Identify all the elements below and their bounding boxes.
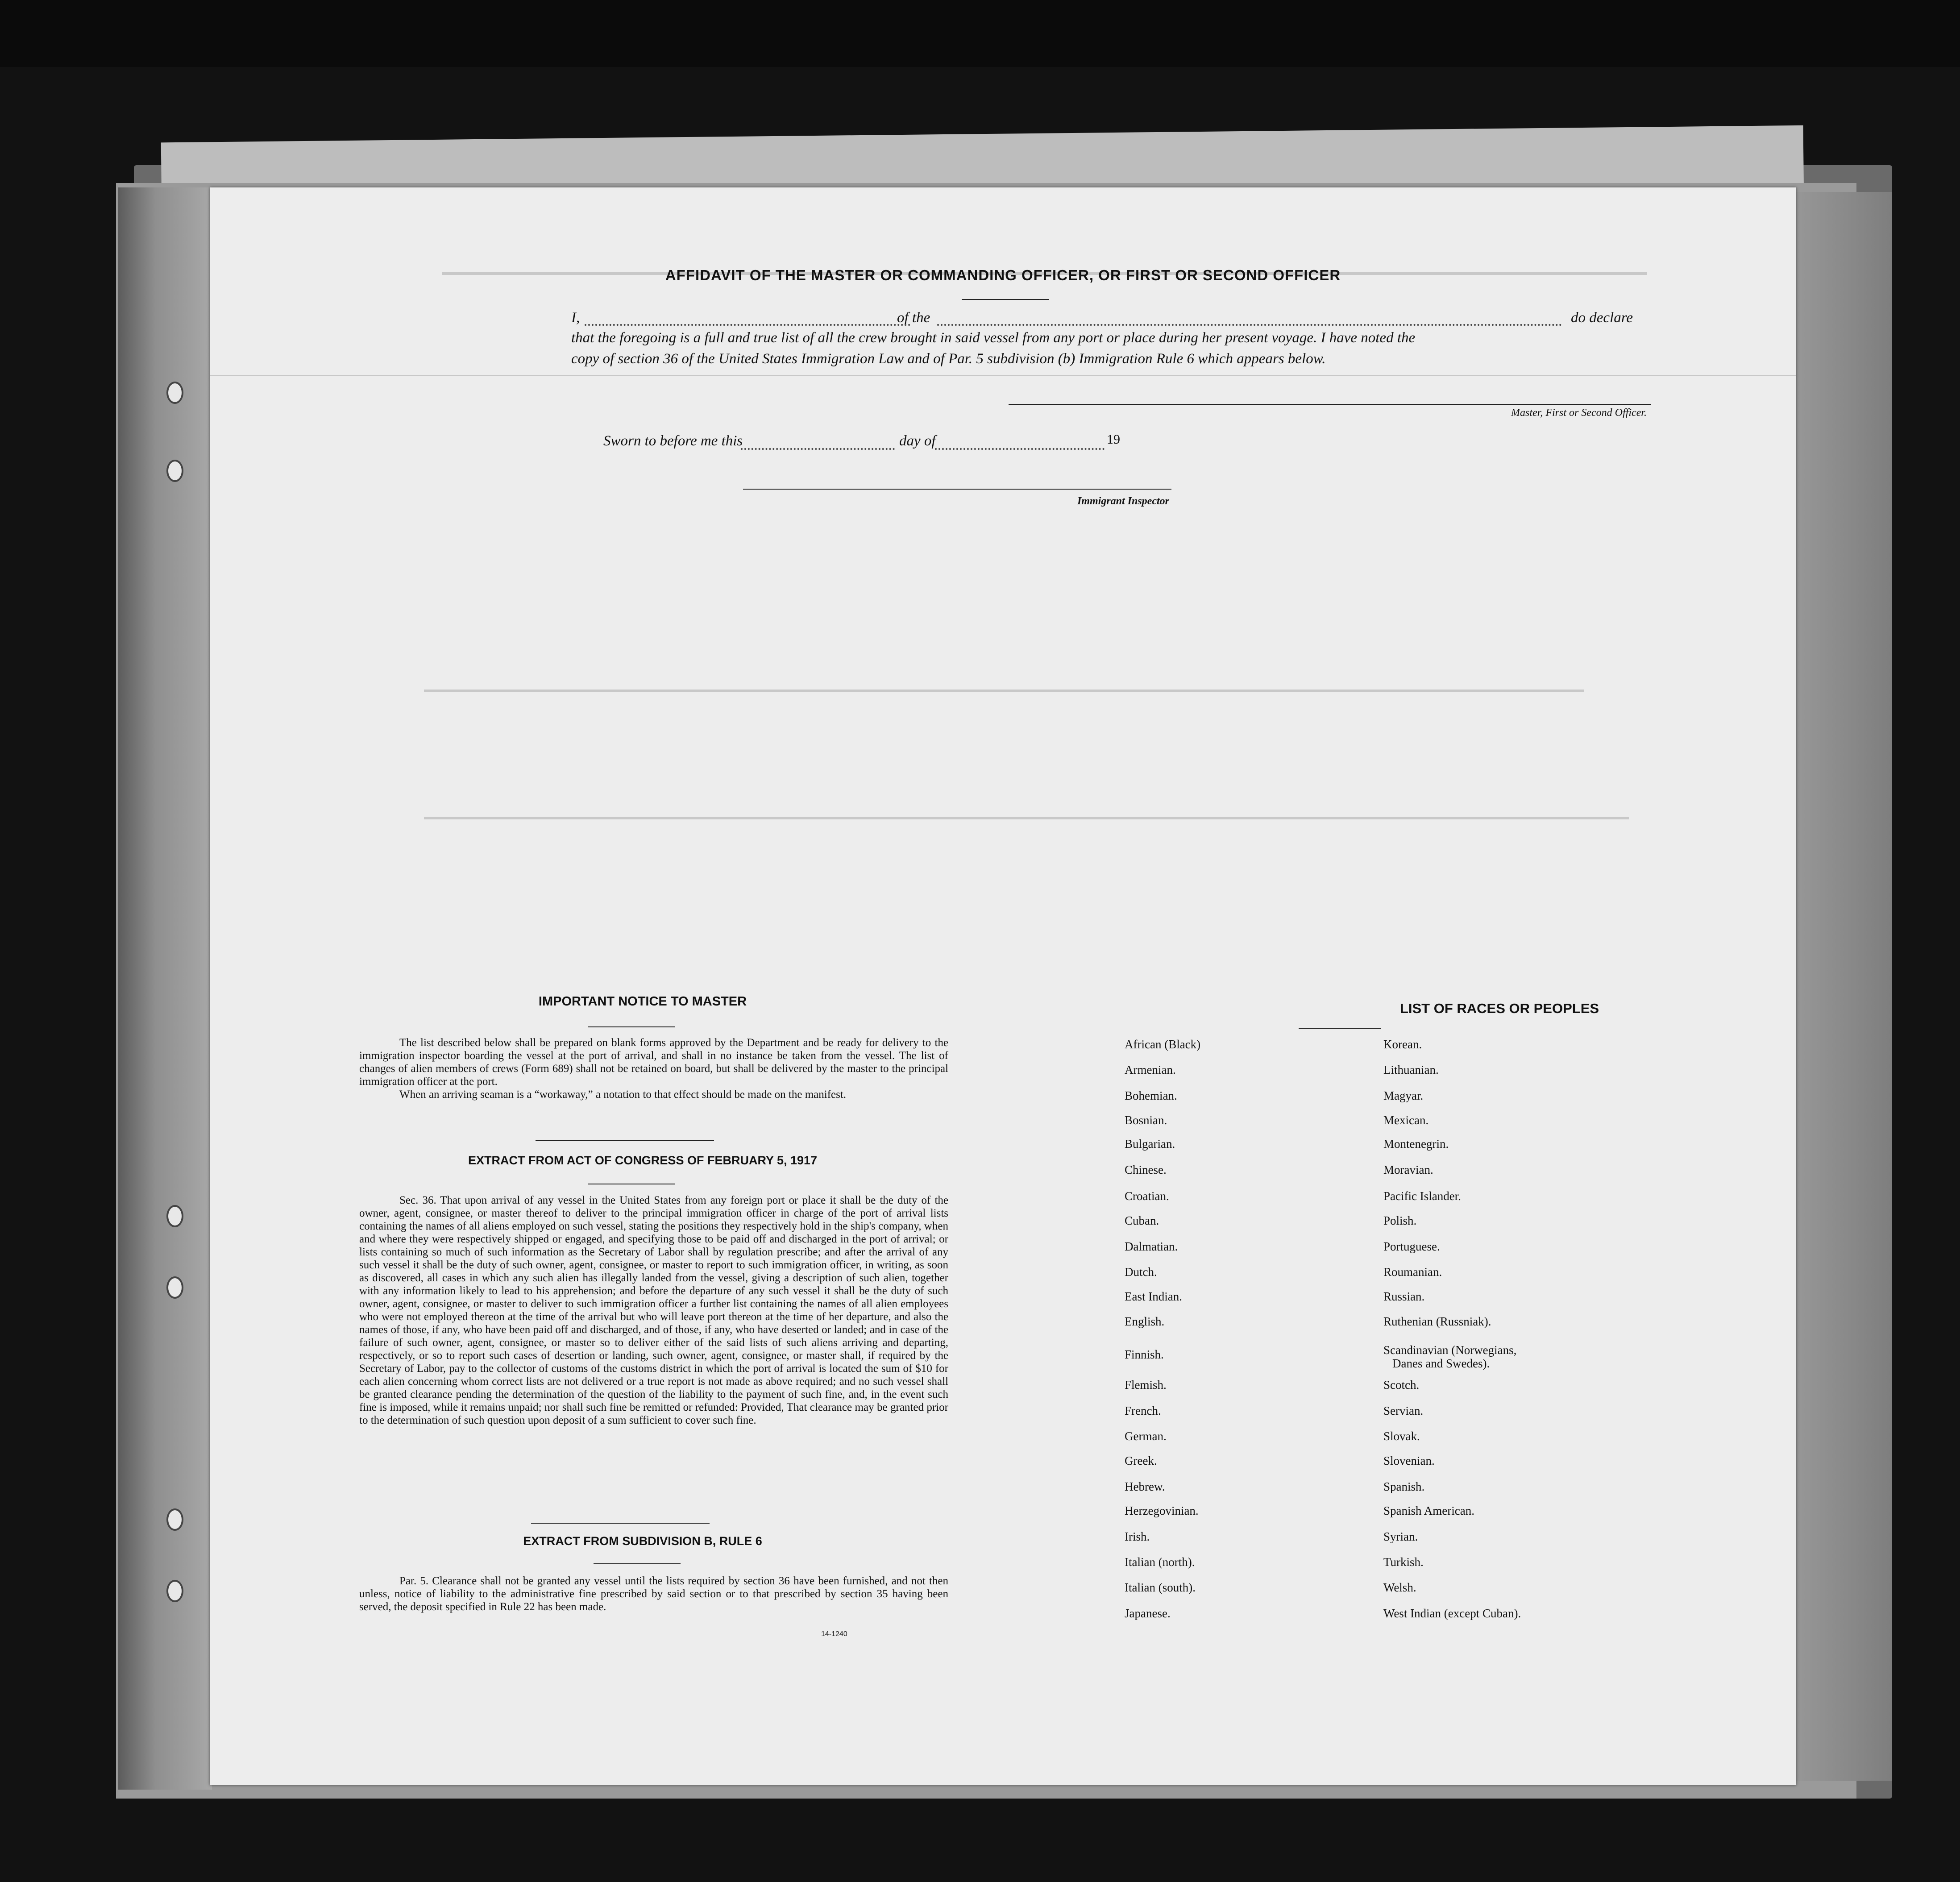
film-border <box>0 0 1960 67</box>
affidavit-i-label: I, <box>571 310 580 326</box>
affidavit-title: AFFIDAVIT OF THE MASTER OR COMMANDING OFFICER, OR FIRST OR SECOND OFFICER <box>665 267 1341 283</box>
signature-caption: Master, First or Second Officer. <box>1511 407 1647 419</box>
race-item: Italian (north). <box>1125 1555 1195 1569</box>
race-item: Korean. <box>1383 1038 1422 1051</box>
race-item: Greek. <box>1125 1454 1157 1467</box>
signature-line[interactable] <box>1009 404 1651 405</box>
race-item: Bosnian. <box>1125 1113 1167 1127</box>
race-item: African (Black) <box>1125 1038 1201 1051</box>
divider <box>962 299 1049 300</box>
affidavit-line-3: copy of section 36 of the United States Immigration Law and of Par. 5 subdivision (b) Immigration Rule 6 which appears below. <box>571 351 1326 367</box>
race-item: Scandinavian (Norwegians, <box>1383 1343 1517 1357</box>
races-title: LIST OF RACES OR PEOPLES <box>1399 1001 1599 1016</box>
affidavit-line-2: that the foregoing is a full and true list of all the crew brought in said vessel from any port or place during her present voyage. I have noted the <box>571 330 1416 346</box>
extract-1-title: EXTRACT FROM ACT OF CONGRESS OF FEBRUARY 5, 1917 <box>468 1154 818 1167</box>
race-item: Irish. <box>1125 1530 1150 1543</box>
race-item: Montenegrin. <box>1383 1137 1449 1151</box>
race-item: Turkish. <box>1383 1555 1424 1569</box>
race-item: Russian. <box>1383 1290 1425 1303</box>
race-item: Cuban. <box>1125 1214 1159 1227</box>
inspector-signature-line[interactable] <box>743 489 1171 490</box>
race-item: Ruthenian (Russniak). <box>1383 1315 1491 1328</box>
race-item: West Indian (except Cuban). <box>1383 1607 1521 1620</box>
race-item: Herzegovinian. <box>1125 1504 1199 1517</box>
race-item-continuation: Danes and Swedes). <box>1392 1357 1490 1370</box>
par-5-paragraph: Par. 5. Clearance shall not be granted any vessel until the lists required by section 36 have been furnished, and not then unless, notice of liability to the administrative fine prescribed by said section or to that prescribed by section 35 having been served, the deposit specified in Rule 22 has been made. <box>359 1575 948 1613</box>
divider <box>594 1563 681 1564</box>
binder-left-edge <box>118 187 212 1790</box>
race-item: Spanish. <box>1383 1480 1425 1493</box>
name-blank[interactable] <box>585 324 910 326</box>
race-item: Bohemian. <box>1125 1089 1177 1102</box>
race-item: Welsh. <box>1383 1581 1416 1594</box>
race-item: Armenian. <box>1125 1063 1176 1076</box>
divider <box>531 1523 710 1524</box>
form-number: 14-1240 <box>821 1630 847 1638</box>
race-item: German. <box>1125 1429 1167 1443</box>
punch-hole <box>166 382 183 404</box>
affidavit-declare-label: do declare <box>1571 310 1633 326</box>
race-item: Servian. <box>1383 1404 1424 1417</box>
extract-2-title: EXTRACT FROM SUBDIVISION B, RULE 6 <box>523 1534 762 1548</box>
document-sheet <box>210 187 1796 1785</box>
race-item: Hebrew. <box>1125 1480 1165 1493</box>
punch-hole <box>166 1205 183 1227</box>
sworn-year-label: 19 <box>1107 432 1120 447</box>
punch-hole <box>166 1508 183 1531</box>
race-item: Magyar. <box>1383 1089 1424 1102</box>
punch-hole <box>166 1580 183 1602</box>
section-36-paragraph: Sec. 36. That upon arrival of any vessel in the United States from any foreign port or place it shall be the duty of the owner, agent, consignee, or master thereof to deliver to the principal immigration officer in charge of the port of arrival lists containing the names of all aliens employed on such vessel, stating the positions they respectively hold in the ship's company, when and where they were respectively shipped or engaged, and specifying those to be paid off and discharged in the port of arrival; or lists containing so much of such information as the Secretary of Labor shall by regulation prescribe; and after the arrival of any such vessel it shall be the duty of such owner, agent, consignee, or master to report to such immigration officer, in writing, as soon as discovered, all cases in which any such alien has illegally landed from the vessel, giving a description of such alien, together with any information likely to lead to his apprehension; and before the departure of any such vessel it shall be the duty of such owner, agent, consignee, or master to deliver to such immigration officer a further list containing the names of all alien employees who were not employed thereon at the time of the arrival but who will leave port thereon at the time of her departure, and also the names of those, if any, who have been paid off and discharged, and of those, if any, who have deserted or landed; and in case of the failure of such owner, agent, consignee, or master so to deliver either of the said lists of such aliens arriving and departing, respectively, or so to report such cases of desertion or landing, such owner, agent, consignee, or master shall, if required by the Secretary of Labor, pay to the collector of customs of the customs district in which the port of arrival is located the sum of $10 for each alien concerning whom correct lists are not delivered or a true report is not made as above required; and no such vessel shall be granted clearance pending the determination of the question of the liability to the payment of such fine, and, in the event such fine is imposed, while it remains unpaid; nor shall such fine be remitted or refunded: Provided, That clearance may be granted prior to the determination of such question upon deposit of a sum sufficient to cover such fine. <box>359 1194 948 1426</box>
race-item: Polish. <box>1383 1214 1417 1227</box>
race-item: Scotch. <box>1383 1378 1420 1392</box>
divider <box>588 1026 675 1027</box>
race-item: Croatian. <box>1125 1189 1169 1203</box>
notice-paragraph-2: When an arriving seaman is a “workaway,” a notation to that effect should be made on the manifest. <box>399 1088 847 1101</box>
notice-text <box>359 1036 948 1101</box>
notice-paragraph-1: The list described below shall be prepared on blank forms approved by the Department and be ready for delivery to the immigration inspector boarding the vessel at the port of arrival, and shall in no instance be taken from the vessel. The list of changes of alien members of crews (Form 689) shall not be retained on board, but shall be delivered by the master to the principal immigration officer at the port. <box>359 1037 948 1088</box>
sworn-label: Sworn to before me this <box>603 433 743 449</box>
sworn-day-blank[interactable] <box>741 448 895 450</box>
section-36-text <box>359 1194 948 1427</box>
race-item: Slovak. <box>1383 1429 1420 1443</box>
race-item: Finnish. <box>1125 1348 1164 1361</box>
notice-title: IMPORTANT NOTICE TO MASTER <box>538 994 747 1009</box>
race-item: Mexican. <box>1383 1113 1429 1127</box>
race-item: Dutch. <box>1125 1265 1157 1279</box>
inspector-caption: Immigrant Inspector <box>1077 495 1169 507</box>
race-item: Chinese. <box>1125 1163 1167 1176</box>
race-item: Pacific Islander. <box>1383 1189 1461 1203</box>
vessel-blank[interactable] <box>937 324 1562 326</box>
punch-hole <box>166 460 183 482</box>
bleed-through <box>424 817 1629 819</box>
bleed-through <box>424 690 1584 692</box>
race-item: Syrian. <box>1383 1530 1418 1543</box>
race-item: Bulgarian. <box>1125 1137 1175 1151</box>
divider <box>1299 1028 1381 1029</box>
race-item: Dalmatian. <box>1125 1240 1178 1253</box>
sworn-month-blank[interactable] <box>935 448 1105 450</box>
divider <box>536 1140 714 1141</box>
race-item: English. <box>1125 1315 1165 1328</box>
race-item: Spanish American. <box>1383 1504 1474 1517</box>
race-item: French. <box>1125 1404 1161 1417</box>
race-item: Roumanian. <box>1383 1265 1442 1279</box>
race-item: Japanese. <box>1125 1607 1171 1620</box>
affidavit-of-label: of the <box>897 310 930 326</box>
race-item: Italian (south). <box>1125 1581 1196 1594</box>
punch-hole <box>166 1276 183 1299</box>
race-item: Lithuanian. <box>1383 1063 1439 1076</box>
par-5-text <box>359 1575 948 1613</box>
race-item: East Indian. <box>1125 1290 1182 1303</box>
race-item: Slovenian. <box>1383 1454 1435 1467</box>
race-item: Portuguese. <box>1383 1240 1440 1253</box>
bleed-through <box>210 375 1796 376</box>
sworn-day-label: day of <box>899 433 936 449</box>
race-item: Flemish. <box>1125 1378 1167 1392</box>
race-item: Moravian. <box>1383 1163 1433 1176</box>
